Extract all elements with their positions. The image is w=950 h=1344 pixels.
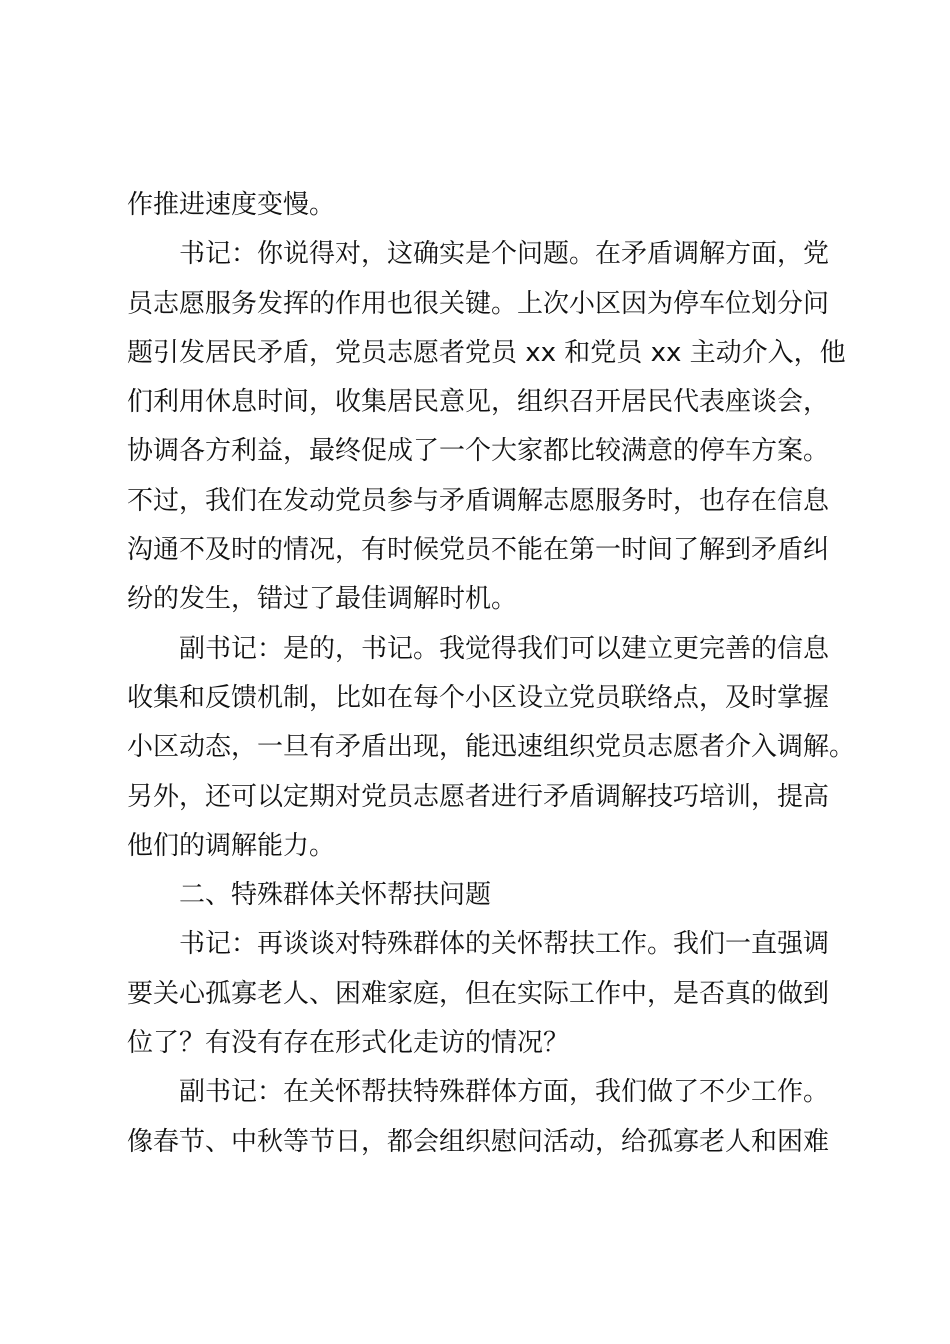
text-line: 作推进速度变慢。 xyxy=(127,190,336,220)
text-line: 另外，还可以定期对党员志愿者进行矛盾调解技巧培训，提高 xyxy=(127,781,830,812)
text-line: 他们的调解能力。 xyxy=(127,830,336,861)
section-heading: 二、特殊群体关怀帮扶问题 xyxy=(179,880,492,911)
text-line: 副书记：是的，书记。我觉得我们可以建立更完善的信息 xyxy=(179,633,830,664)
text-line: 小区动态，一旦有矛盾出现，能迅速组织党员志愿者介入调解。 xyxy=(127,732,856,763)
document-body xyxy=(127,181,856,1167)
text-line: 收集和反馈机制，比如在每个小区设立党员联络点，及时掌握 xyxy=(127,682,830,713)
text-line: 纷的发生，错过了最佳调解时机。 xyxy=(127,584,518,615)
text-line: 书记：你说得对，这确实是个问题。在矛盾调解方面，党 xyxy=(179,239,830,270)
text-line: 要关心孤寡老人、困难家庭，但在实际工作中，是否真的做到 xyxy=(127,978,830,1009)
text-line: 题引发居民矛盾，党员志愿者党员 xx 和党员 xx 主动介入，他 xyxy=(127,337,846,368)
text-line: 位了？有没有存在形式化走访的情况？ xyxy=(127,1028,570,1059)
text-line: 协调各方利益，最终促成了一个大家都比较满意的停车方案。 xyxy=(127,436,830,467)
text-line: 书记：再谈谈对特殊群体的关怀帮扶工作。我们一直强调 xyxy=(179,929,830,960)
text-line: 员志愿服务发挥的作用也很关键。上次小区因为停车位划分问 xyxy=(127,288,830,319)
text-line: 副书记：在关怀帮扶特殊群体方面，我们做了不少工作。 xyxy=(179,1077,830,1108)
text-line: 不过，我们在发动党员参与矛盾调解志愿服务时，也存在信息 xyxy=(127,485,830,516)
text-line: 沟通不及时的情况，有时候党员不能在第一时间了解到矛盾纠 xyxy=(127,535,830,566)
text-line: 像春节、中秋等节日，都会组织慰问活动，给孤寡老人和困难 xyxy=(127,1126,830,1157)
text-line: 们利用休息时间，收集居民意见，组织召开居民代表座谈会， xyxy=(127,387,830,418)
